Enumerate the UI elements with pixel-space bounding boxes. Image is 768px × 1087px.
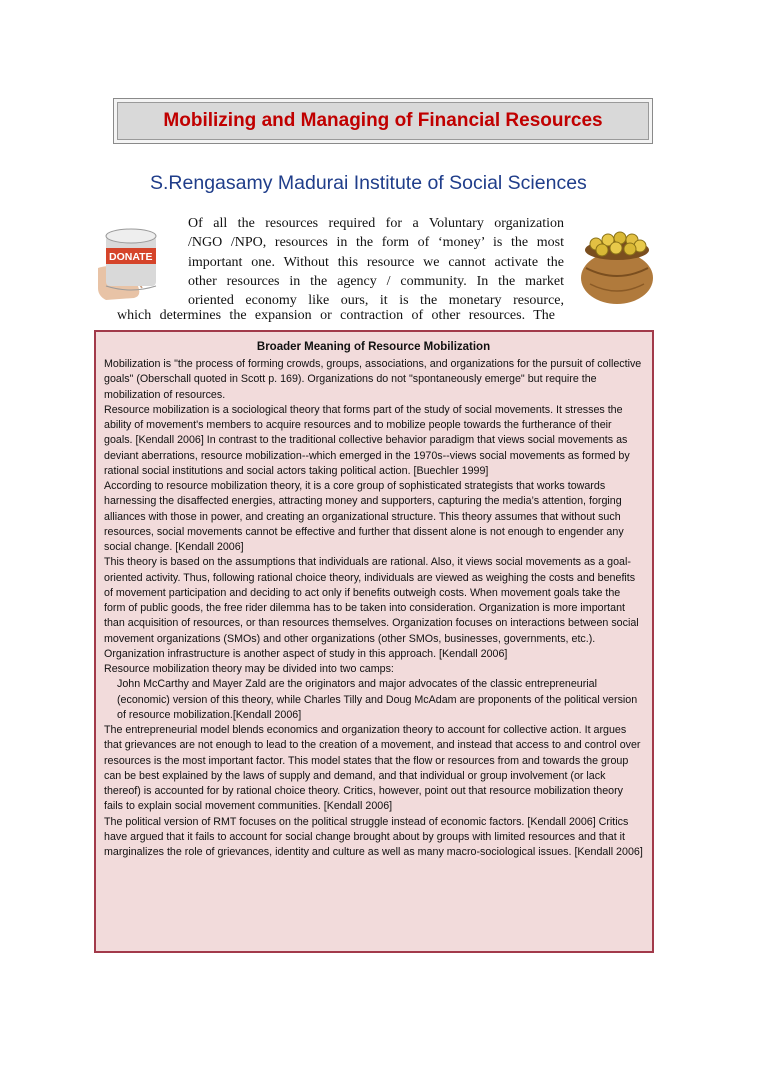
- title-inner: [117, 102, 649, 140]
- box-paragraph: The political version of RMT focuses on the political struggle instead of economic factors. [Kendall 2006] Critics have argued that it fails to account for social change brought about by groups with limited resources and that it marginalizes the role of grievances, identity and culture as well as many macro-sociological issues. [Kendall 2006]: [104, 815, 643, 858]
- donate-can-image: [98, 226, 180, 302]
- intro-line: Of all the resources required for a Voluntary organization: [188, 216, 564, 231]
- intro-line: oriented economy like ours, it is the monetary resource,: [188, 293, 564, 309]
- intro-line-last: which determines the expansion or contraction of other resources. The: [117, 308, 555, 323]
- intro-line: other resources in the agency / community. In the market: [188, 273, 564, 289]
- box-heading: Broader Meaning of Resource Mobilization: [256, 341, 491, 353]
- intro-line: /NGO /NPO, resources in the form of ‘money’ is the most: [188, 235, 564, 251]
- box-paragraph: Resource mobilization is a sociological theory that forms part of the study of social movements. It stresses the ability of movement's members to acquire resources and to mobilize people towards the furtherance of their goals. [Kendall 2006] In contrast to the traditional collective behavior paradigm that views social movements as deviant aberrations, resource mobilization--which emerged in the 1970s--views social movements as formed by rational social institutions and social actors taking political action. [Buechler 1999]: [104, 403, 630, 477]
- camps-paragraph: John McCarthy and Mayer Zald are the originators and major advocates of the classic entrepreneurial (economic) version of this theory, while Charles Tilly and Doug McAdam are proponents of the political version of resource mobilization.[Kendall 2006]: [117, 678, 638, 721]
- author-line: S.Rengasamy Madurai Institute of Social Sciences: [150, 172, 587, 194]
- intro-line: important one. Without this resource we cannot activate the: [188, 254, 564, 270]
- pot-of-gold-icon: [576, 214, 658, 308]
- box-paragraph: According to resource mobilization theory, it is a core group of sophisticated strategists that works towards harnessing the disaffected energies, attracting money and supporters, capturing the media’s attention, forging alliances with those in power, and creating an organizational structure. This theory assumes that without such resources, social movements cannot be effective and further that dissent alone is not enough to engender any social change. [Kendall 2006]: [104, 480, 624, 553]
- donate-label: DONATE: [109, 251, 153, 263]
- page-title: Mobilizing and Managing of Financial Resources: [163, 110, 603, 131]
- info-box: [94, 330, 654, 953]
- box-paragraph: Resource mobilization theory may be divided into two camps:: [104, 663, 394, 675]
- intro-paragraph: [188, 214, 564, 310]
- title-box: [113, 98, 653, 144]
- box-paragraph: Mobilization is "the process of forming crowds, groups, associations, and organizations for the pursuit of collective goals" (Oberschall quoted in Scott p. 169). Organizations do not "spontaneously emerge" but require the mobilization of resources.: [104, 358, 642, 401]
- box-paragraph: The entrepreneurial model blends economics and organization theory to account for collective action. It argues that grievances are not enough to lead to the creation of a movement, and instead that access to and control over resources is the most important factor. This model states that the flow or resources from and towards the group can be best explained by the laws of supply and demand, and that individual or group involvement (or lack thereof) is accounted for by rational choice theory. Critics, however, point out that resource mobilization theory fails to explain social movement communities. [Kendall 2006]: [104, 724, 641, 813]
- box-paragraph: This theory is based on the assumptions that individuals are rational. Also, it views social movements as a goal-oriented activity. Thus, following rational choice theory, individuals are viewed as weighing the costs and benefits of movement participation and deciding to act only if benefits outweigh costs. When movement goals take the form of public goods, the free rider dilemma has to be taken into consideration. Organization is more important than acquisition of resources, or than resources themselves. Organization focuses on interactions between social movement organizations (SMOs) and other organizations (other SMOs, businesses, governments, etc.). Organization infrastructure is another aspect of study in this approach. [Kendall 2006]: [104, 556, 639, 660]
